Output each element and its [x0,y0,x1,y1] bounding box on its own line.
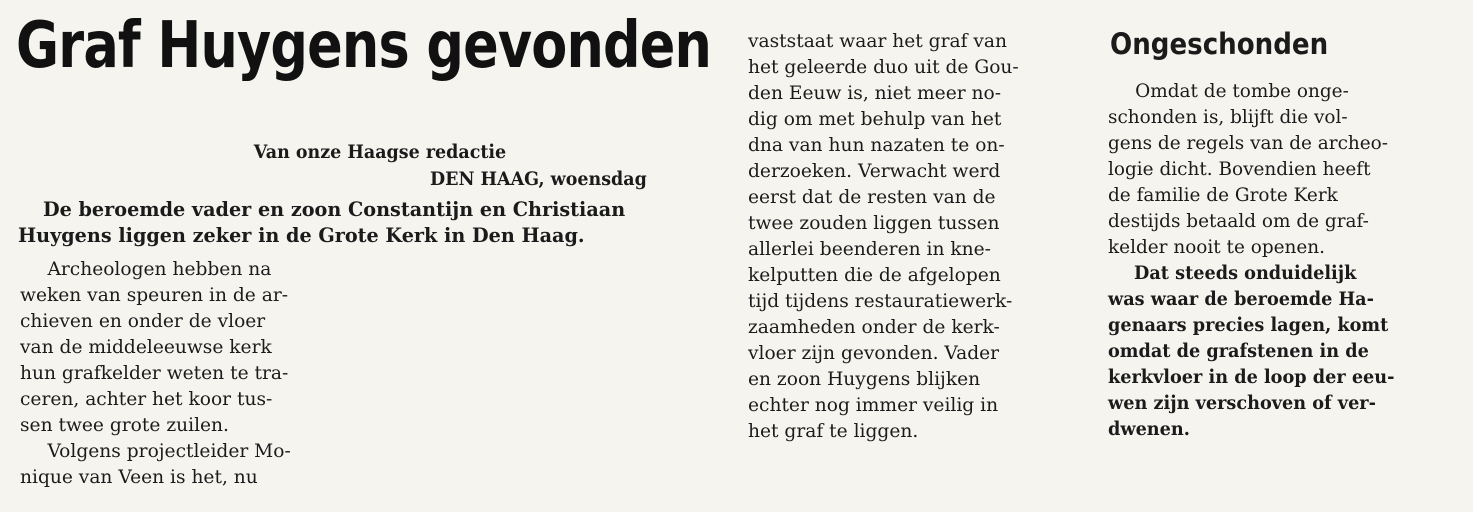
text-line: de familie de Grote Kerk [1108,184,1338,206]
text-line: kelder nooit te openen. [1108,236,1326,258]
text-line: genaars precies lagen, komt [1108,314,1389,336]
text-line: dig om met behulp van het [748,108,1002,130]
subheading: Ongeschonden [1110,27,1329,61]
text-line: twee zouden liggen tussen [748,212,1000,234]
text-line: Volgens projectleider Mo- [47,440,291,462]
text-line: het geleerde duo uit de Gou- [748,56,1019,78]
article-headline: Graf Huygens gevonden [16,9,712,83]
text-line: van de middeleeuwse kerk [20,336,272,358]
text-line: gens de regels van de archeo- [1108,132,1388,154]
text-line: den Eeuw is, niet meer no- [748,82,1002,104]
text-line: was waar de beroemde Ha- [1108,288,1374,310]
text-line: kerkvloer in de loop der eeu- [1108,366,1395,388]
text-line: schonden is, blijft die vol- [1108,106,1348,128]
text-column-1 [20,256,296,490]
lead-paragraph [18,196,650,248]
dateline: DEN HAAG, woensdag [430,168,647,190]
text-line: wen zijn verschoven of ver- [1108,392,1376,414]
text-line: vloer zijn gevonden. Vader [748,342,1000,364]
text-line: eerst dat de resten van de [748,186,996,208]
text-line: kelputten die de afgelopen [748,264,1001,286]
text-line: destijds betaald om de graf- [1108,210,1369,232]
text-line: omdat de grafstenen in de [1108,340,1369,362]
text-column-2 [748,28,1024,444]
text-line: Dat steeds onduidelijk [1134,262,1357,284]
text-line: hun grafkelder weten te tra- [20,362,289,384]
lead-line: De beroemde vader en zoon Constantijn en Christiaan [42,197,626,221]
text-line: dwenen. [1108,418,1190,440]
lead-line: Huygens liggen zeker in de Grote Kerk in Den Haag. [18,223,585,247]
text-line: Archeologen hebben na [47,258,272,280]
text-line: echter nog immer veilig in [748,394,999,416]
text-line: vaststaat waar het graf van [748,30,1008,52]
byline-credit: Van onze Haagse redactie [253,141,507,163]
text-column-3 [1108,78,1397,260]
text-line: nique van Veen is het, nu [20,466,258,488]
text-line: chieven en onder de vloer [20,310,266,332]
text-line: allerlei beenderen in kne- [748,238,991,260]
text-line: logie dicht. Bovendien heeft [1108,158,1371,180]
text-line: weken van speuren in de ar- [20,284,289,306]
text-line: zaamheden onder de kerk- [748,316,1000,338]
text-line: dna van hun nazaten te on- [748,134,1005,156]
text-line: en zoon Huygens blijken [748,368,981,390]
text-line: ceren, achter het koor tus- [20,388,273,410]
text-line: het graf te liggen. [748,420,919,442]
text-line: Omdat de tombe onge- [1135,80,1349,102]
text-line: tijd tijdens restauratiewerk- [748,290,1013,312]
text-line: derzoeken. Verwacht werd [748,160,1001,182]
text-line: sen twee grote zuilen. [20,414,229,436]
text-column-4 [1108,260,1416,442]
